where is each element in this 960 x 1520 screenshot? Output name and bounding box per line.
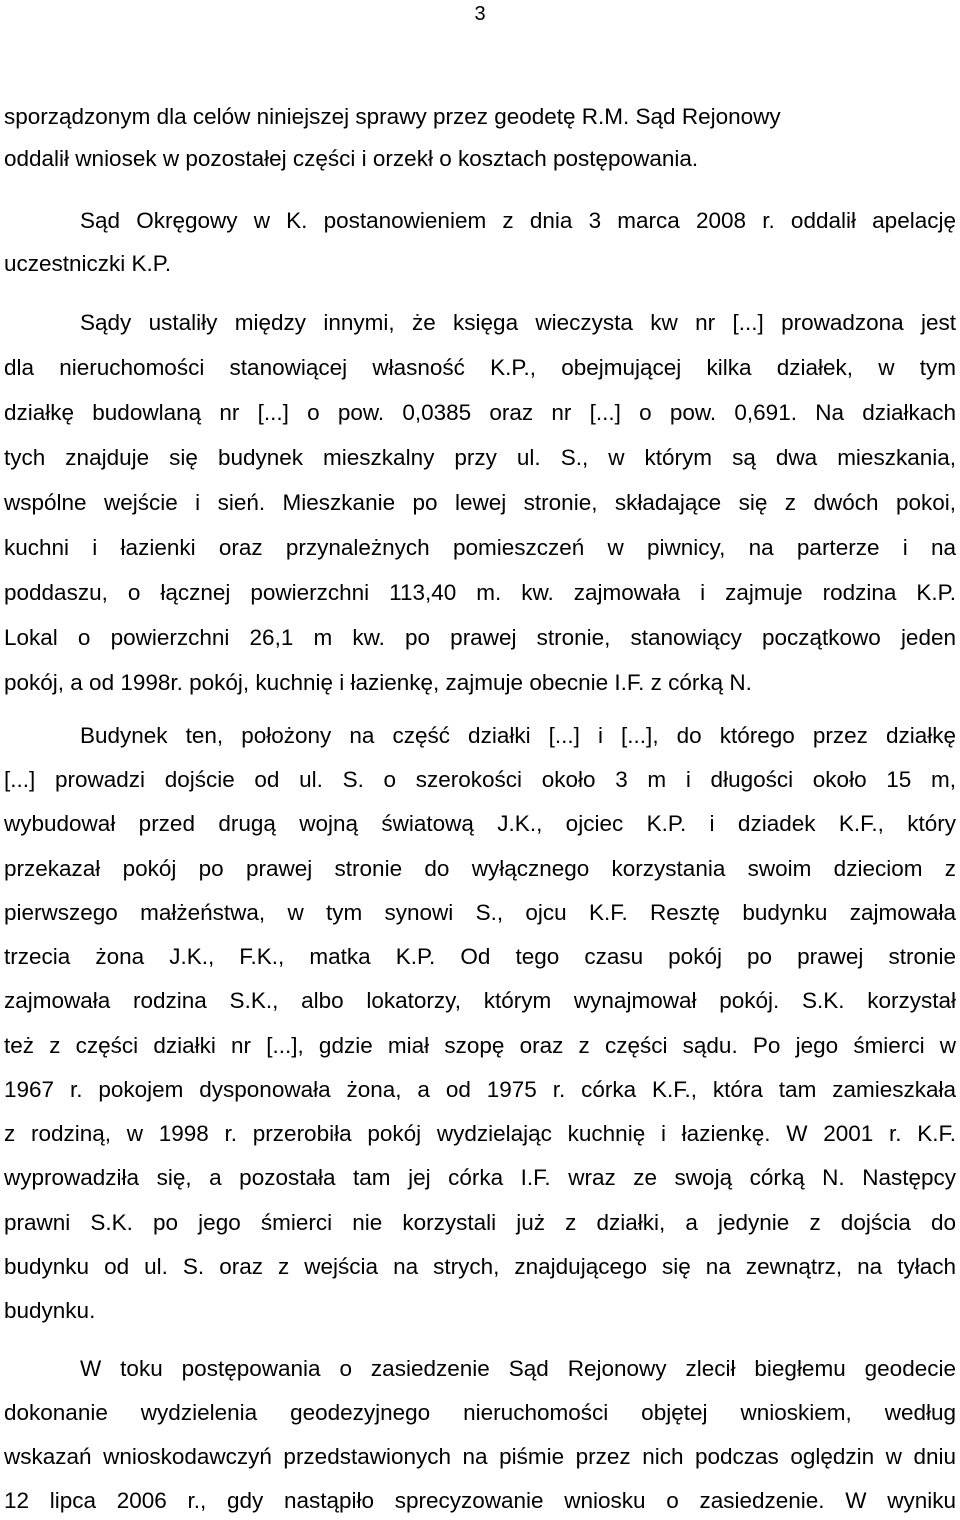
text-line: z rodziną, w 1998 r. przerobiła pokój wydzielając kuchnię i łazienkę. W 2001 r. K.F. (4, 1121, 956, 1146)
text-line: działkę budowlaną nr [...] o pow. 0,0385 oraz nr [...] o pow. 0,691. Na działkach (4, 400, 956, 425)
text-line: wyprowadziła się, a pozostała tam jej córka I.F. wraz ze swoją córką N. Następcy (4, 1165, 956, 1190)
text-line: tych znajduje się budynek mieszkalny przy ul. S., w którym są dwa mieszkania, (4, 445, 956, 470)
text-line: Sądy ustaliły między innymi, że księga wieczysta kw nr [...] prowadzona jest (80, 310, 956, 335)
text-line: poddaszu, o łącznej powierzchni 113,40 m. kw. zajmowała i zajmuje rodzina K.P. (4, 580, 956, 605)
text-line: dla nieruchomości stanowiącej własność K.P., obejmującej kilka działek, w tym (4, 355, 956, 380)
text-line: zajmowała rodzina S.K., albo lokatorzy, którym wynajmował pokój. S.K. korzystał (4, 988, 956, 1013)
text-line: 1967 r. pokojem dysponowała żona, a od 1975 r. córka K.F., która tam zamieszkała (4, 1077, 956, 1102)
page-number: 3 (474, 3, 486, 25)
text-line: trzecia żona J.K., F.K., matka K.P. Od tego czasu pokój po prawej stronie (4, 944, 956, 969)
text-line: też z części działki nr [...], gdzie miał szopę oraz z części sądu. Po jego śmierci w (4, 1033, 956, 1058)
text-line: przekazał pokój po prawej stronie do wyłącznego korzystania swoim dzieciom z (4, 856, 956, 881)
text-line: dokonanie wydzielenia geodezyjnego nieruchomości objętej wnioskiem, według (4, 1400, 956, 1425)
text-line: pierwszego małżeństwa, w tym synowi S., ojcu K.F. Resztę budynku zajmowała (4, 900, 956, 925)
text-line: Lokal o powierzchni 26,1 m kw. po prawej stronie, stanowiący początkowo jeden (4, 625, 956, 650)
text-line: [...] prowadzi dojście od ul. S. o szerokości około 3 m i długości około 15 m, (4, 767, 956, 792)
text-line: Budynek ten, położony na część działki [...] i [...], do którego przez działkę (80, 723, 956, 748)
text-line: wspólne wejście i sień. Mieszkanie po lewej stronie, składające się z dwóch pokoi, (4, 490, 956, 515)
text-line: sporządzonym dla celów niniejszej sprawy przez geodetę R.M. Sąd Rejonowy (4, 104, 781, 129)
text-line: 12 lipca 2006 r., gdy nastąpiło sprecyzowanie wniosku o zasiedzenie. W wyniku (4, 1488, 956, 1513)
text-line: budynku. (4, 1298, 96, 1323)
text-line: kuchni i łazienki oraz przynależnych pomieszczeń w piwnicy, na parterze i na (4, 535, 956, 560)
text-line: prawni S.K. po jego śmierci nie korzystali już z działki, a jedynie z dojścia do (4, 1210, 956, 1235)
text-line: W toku postępowania o zasiedzenie Sąd Rejonowy zlecił biegłemu geodecie (80, 1356, 956, 1381)
text-line: budynku od ul. S. oraz z wejścia na strych, znajdującego się na zewnątrz, na tyłach (4, 1254, 956, 1279)
text-line: uczestniczki K.P. (4, 251, 172, 276)
text-line: wskazań wnioskodawczyń przedstawionych na piśmie przez nich podczas oględzin w dniu (4, 1444, 956, 1469)
text-line: oddalił wniosek w pozostałej części i orzekł o kosztach postępowania. (4, 146, 699, 171)
text-line: wybudował przed drugą wojną światową J.K., ojciec K.P. i dziadek K.F., który (4, 811, 956, 836)
text-line: pokój, a od 1998r. pokój, kuchnię i łazienkę, zajmuje obecnie I.F. z córką N. (4, 670, 752, 695)
text-line: Sąd Okręgowy w K. postanowieniem z dnia 3 marca 2008 r. oddalił apelację (80, 208, 956, 233)
